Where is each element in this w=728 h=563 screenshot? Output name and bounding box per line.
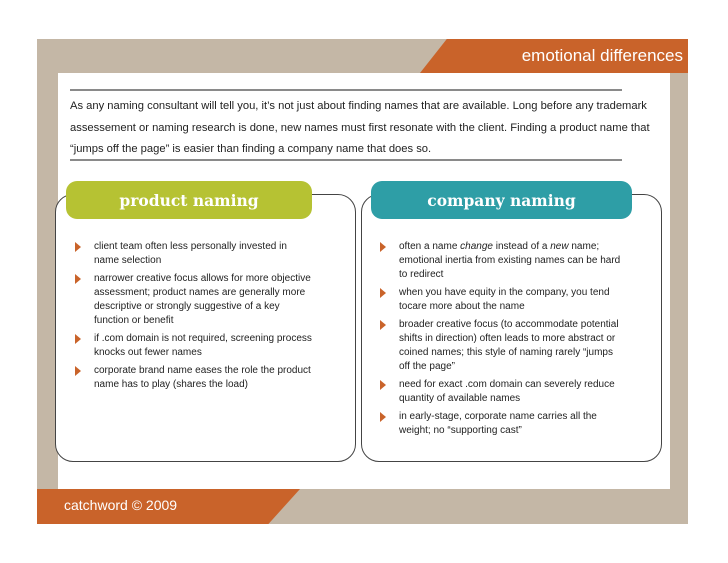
bottom-divider: [70, 159, 622, 161]
arrow-bullet-icon: [75, 274, 81, 284]
bullet-text: need for exact .com domain can severely reduce quantity of available names: [399, 379, 615, 404]
list-item: [73, 364, 313, 392]
slide-title: emotional differences: [521, 46, 683, 65]
arrow-bullet-icon: [380, 288, 386, 298]
bullet-text: corporate brand name eases the role the product name has to play (shares the load): [94, 365, 311, 390]
arrow-bullet-icon: [380, 380, 386, 390]
bullet-text: client team often less personally invested in name selection: [94, 241, 287, 266]
list-item: [378, 286, 623, 314]
bullet-text: in early-stage, corporate name carries all the weight; no “supporting cast”: [399, 411, 597, 436]
list-item: [73, 332, 313, 360]
bullet-text: narrower creative focus allows for more objective assessment; product names are generally more descriptive or strongly suggestive of a key function or benefit: [94, 273, 311, 326]
bullet-text: if .com domain is not required, screening process knocks out fewer names: [94, 333, 312, 358]
product-naming-heading: product naming: [66, 181, 312, 219]
bullet-text: often a name change instead of a new name; emotional inertia from existing names can be hard to redirect: [399, 241, 621, 280]
company-naming-heading: company naming: [371, 181, 632, 219]
arrow-bullet-icon: [380, 412, 386, 422]
arrow-bullet-icon: [75, 242, 81, 252]
list-item: [378, 240, 623, 282]
list-item: [73, 240, 313, 268]
arrow-bullet-icon: [380, 320, 386, 330]
product-naming-list: [73, 240, 313, 396]
bullet-text: when you have equity in the company, you tend tocare more about the name: [399, 287, 610, 312]
right-band: [670, 39, 688, 524]
list-item: [73, 272, 313, 328]
company-naming-list: [378, 240, 623, 442]
arrow-bullet-icon: [75, 334, 81, 344]
top-divider: [70, 89, 622, 91]
list-item: [378, 378, 623, 406]
list-item: [378, 410, 623, 438]
arrow-bullet-icon: [75, 366, 81, 376]
footer-copyright: catchword © 2009: [64, 497, 178, 513]
arrow-bullet-icon: [380, 242, 386, 252]
intro-paragraph: As any naming consultant will tell you, it’s not just about finding names that are available. Long before any trademark assessement or naming research is done, new names must first resonate with the client. Finding a product name that “jumps off the page” is easier than finding a company name that does so.: [70, 100, 650, 156]
list-item: [378, 318, 623, 374]
bullet-text: broader creative focus (to accommodate potential shifts in direction) often leads to more abstract or coined names; this style of naming rarely “jumps off the page”: [399, 319, 619, 372]
